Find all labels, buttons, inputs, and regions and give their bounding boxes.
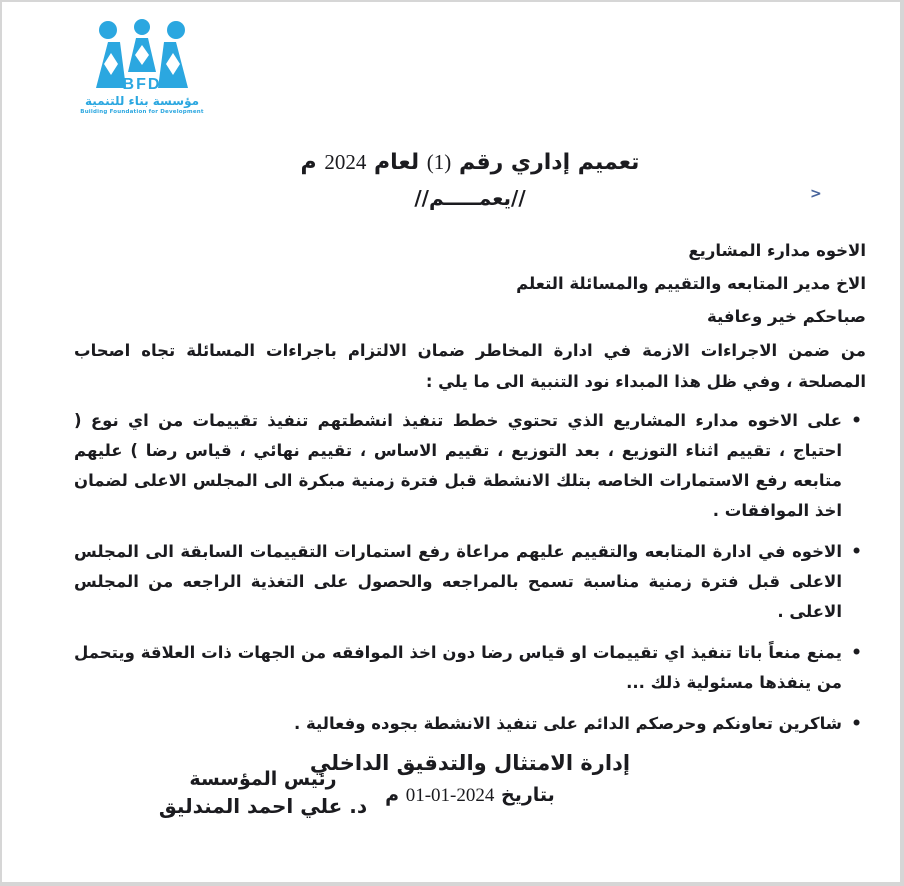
signature-name: د. علي احمد المندليق <box>158 794 368 818</box>
document-title <box>74 150 866 175</box>
intro-paragraph: من ضمن الاجراءات الازمة في ادارة المخاطر ضمان الالتزام باجراءات المسائلة تجاه اصحاب المصلحة ، وفي ظل هذا المبداء نود التنبية الى ما يلي : <box>74 341 866 391</box>
title-era: م <box>300 150 317 175</box>
org-name-english: Building Foundation for Development <box>80 108 204 115</box>
org-logo <box>76 18 208 115</box>
directives-list <box>74 406 866 739</box>
stray-caret-mark: > <box>810 186 822 202</box>
logo-people-icon <box>81 18 203 94</box>
title-year: 2024 <box>324 150 367 174</box>
salutation-block <box>74 234 866 333</box>
bullet-item-4: • شاكرين تعاونكم وحرصكم الدائم على تنفيذ الانشطة بجوده وفعالية . <box>74 709 842 739</box>
title-text-1: تعميم إداري رقم <box>458 150 640 175</box>
bullet-item-3: • يمنع منعاً باتا تنفيذ اي تقييمات او قياس رضا دون اخذ الموافقه من الجهات ذات العلاقة ويتحمل من ينفذها مسئولية ذلك ... <box>74 638 842 698</box>
salutation-line-1: الاخوه مدارء المشاريع <box>688 241 866 260</box>
bullet-item-2: • الاخوه في ادارة المتابعه والتقييم عليهم مراعاة رفع استمارات التقييمات السابقة الى المجلس الاعلى قبل فترة زمنية مناسبة تسمح بالمراجعه والحصول على التغذية الراجعه من المجلس الاعلى . <box>74 537 842 627</box>
date-label: بتاريخ <box>501 784 555 806</box>
bullet-item-1: • على الاخوه مدارء المشاريع الذي تحتوي خطط تنفيذ انشطتهم تنفيذ تقييمات من اي نوع ( احتياج ، تقييم اثناء التوزيع ، بعد التوزيع ، تقييم الاساس ، تقييم نهائي ، قياس رضا ) عليهم متابعه رفع الاستمارات الخاصه بتلك الانشطة قبل فترة زمنية مبكرة الى المجلس الاعلى لضمان اخذ الموافقات . <box>74 406 842 526</box>
date-era: م <box>385 784 400 806</box>
signature-block <box>148 766 378 820</box>
org-name-arabic: مؤسسة بناء للتنمية <box>84 94 200 108</box>
logo-acronym: BFD <box>122 76 162 93</box>
title-text-2: لعام <box>374 150 420 175</box>
salutation-line-3: صباحكم خير وعافية <box>707 307 866 326</box>
title-number: (1) <box>426 150 452 174</box>
salutation-line-2: الاخ مدير المتابعه والتقييم والمسائلة التعلم <box>516 274 866 293</box>
date-value: 01-01-2024 <box>405 785 495 806</box>
department-heading: إدارة الامتثال والتدقيق الداخلي <box>309 751 631 775</box>
letter-body <box>2 2 900 807</box>
signature-role: رئيس المؤسسة <box>189 768 337 790</box>
circulate-line: //يعمـــــم// <box>414 186 526 210</box>
